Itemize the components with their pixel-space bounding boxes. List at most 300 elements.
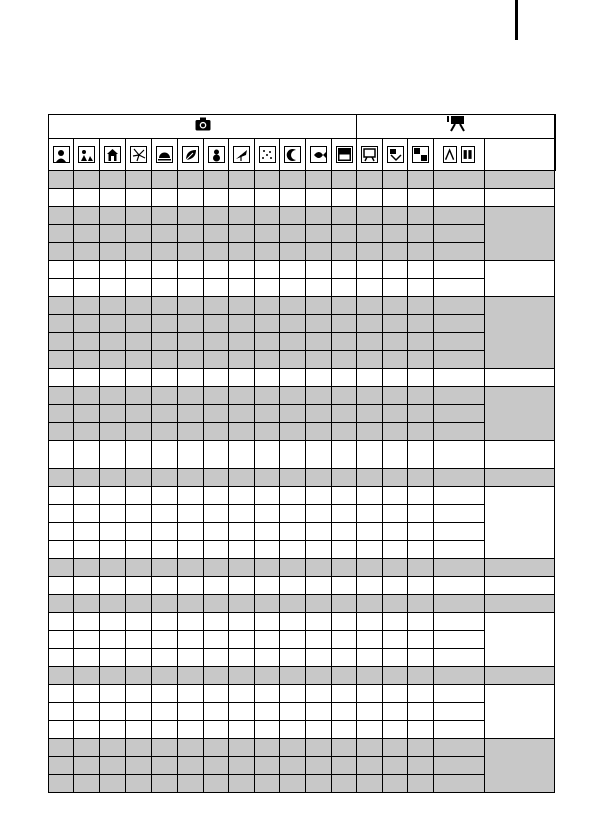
table-cell [178,505,204,523]
table-cell [178,631,204,649]
table-cell [255,423,280,441]
table-cell [383,577,408,595]
table-cell [229,505,255,523]
table-cell [49,333,74,351]
table-cell [74,387,100,405]
table-cell [204,613,229,631]
table-cell [178,595,204,613]
table-cell [204,649,229,667]
table-cell [280,649,306,667]
table-cell [357,423,383,441]
table-cell [383,559,408,577]
table-row [49,351,556,369]
table-cell [152,721,178,739]
table-cell [434,189,485,207]
table-cell [204,225,229,243]
table-cell [434,721,485,739]
mode-header-cell [306,139,332,171]
table-cell [357,523,383,541]
table-row [49,279,556,297]
page-edge-rule [515,0,518,40]
table-cell [383,441,408,469]
beach-icon [233,146,250,163]
table-cell [332,613,357,631]
table-cell [49,387,74,405]
table-cell [255,577,280,595]
table-cell [178,577,204,595]
table-cell [100,577,126,595]
table-cell [332,189,357,207]
table-cell [434,171,485,189]
table-cell [332,577,357,595]
table-row [49,207,556,225]
table-cell [49,225,74,243]
group-cell [485,595,555,613]
table-cell [100,541,126,559]
table-cell [178,387,204,405]
table-cell [178,667,204,685]
group-cell [485,207,555,261]
table-cell [204,207,229,225]
table-cell [204,523,229,541]
table-cell [100,243,126,261]
table-cell [152,207,178,225]
sunset-icon [156,146,173,163]
table-cell [100,739,126,757]
table-cell [255,225,280,243]
table-cell [434,739,485,757]
table-cell [126,667,152,685]
table-cell [280,523,306,541]
table-cell [152,405,178,423]
group-cell [485,469,555,487]
table-cell [126,315,152,333]
group-cell [485,297,555,369]
table-cell [357,613,383,631]
table-cell [306,631,332,649]
mode-header-cell [383,139,408,171]
table-cell [204,297,229,315]
table-cell [332,487,357,505]
table-cell [383,739,408,757]
table-cell [383,775,408,793]
table-cell [383,685,408,703]
table-cell [306,775,332,793]
table-cell [178,189,204,207]
table-cell [204,369,229,387]
table-cell [152,685,178,703]
table-cell [126,757,152,775]
table-cell [255,441,280,469]
table-cell [408,559,434,577]
table-cell [332,595,357,613]
table-cell [74,243,100,261]
table-cell [178,721,204,739]
table-cell [255,243,280,261]
table-cell [100,613,126,631]
table-cell [178,315,204,333]
table-cell [383,613,408,631]
table-cell [434,351,485,369]
table-row [49,487,556,505]
table-cell [204,703,229,721]
table-row [49,387,556,405]
table-cell [229,559,255,577]
table-row [49,685,556,703]
table-cell [280,721,306,739]
table-cell [100,297,126,315]
table-cell [408,441,434,469]
table-cell [332,649,357,667]
table-cell [383,541,408,559]
table-cell [49,775,74,793]
table-cell [332,667,357,685]
table-cell [306,405,332,423]
table-cell [434,315,485,333]
table-cell [306,387,332,405]
table-cell [152,333,178,351]
table-cell [280,667,306,685]
table-cell [383,721,408,739]
table-cell [357,649,383,667]
table-cell [229,613,255,631]
table-cell [280,405,306,423]
table-cell [204,685,229,703]
group-cell [485,189,555,207]
table-cell [126,559,152,577]
table-cell [126,703,152,721]
table-cell [434,577,485,595]
table-cell [332,315,357,333]
table-cell [49,469,74,487]
table-cell [383,505,408,523]
table-cell [152,441,178,469]
table-row [49,757,556,775]
table-row [49,541,556,559]
still-image-header [49,115,357,139]
table-cell [74,685,100,703]
table-cell [280,703,306,721]
table-cell [332,351,357,369]
table-cell [332,261,357,279]
table-cell [306,703,332,721]
table-cell [178,469,204,487]
table-cell [100,667,126,685]
movie-accent-icon [443,146,457,163]
table-cell [383,279,408,297]
table-cell [100,441,126,469]
table-cell [152,189,178,207]
table-cell [126,405,152,423]
table-cell [126,649,152,667]
table-row [49,225,556,243]
table-cell [280,189,306,207]
table-cell [434,631,485,649]
mode-header-cell [178,139,204,171]
table-row [49,369,556,387]
table-row [49,441,556,469]
table-cell [74,405,100,423]
table-cell [100,595,126,613]
table-cell [49,685,74,703]
table-cell [229,405,255,423]
table-cell [229,189,255,207]
table-cell [178,441,204,469]
table-cell [74,775,100,793]
group-cell [485,387,555,441]
table-cell [229,487,255,505]
table-cell [49,189,74,207]
table-cell [357,577,383,595]
table-cell [383,469,408,487]
table-cell [434,207,485,225]
table-cell [280,469,306,487]
table-cell [49,243,74,261]
table-cell [255,667,280,685]
foliage-icon [182,146,199,163]
table-cell [332,703,357,721]
table-cell [383,351,408,369]
table-cell [408,487,434,505]
table-cell [152,351,178,369]
table-cell [434,387,485,405]
table-cell [100,189,126,207]
table-cell [383,369,408,387]
table-cell [74,631,100,649]
table-cell [229,631,255,649]
table-cell [332,685,357,703]
table-cell [204,405,229,423]
table-cell [255,649,280,667]
table-cell [100,207,126,225]
table-row [49,171,556,189]
table-cell [332,505,357,523]
table-cell [229,739,255,757]
table-cell [255,757,280,775]
table-cell [229,649,255,667]
table-cell [49,523,74,541]
table-cell [100,387,126,405]
mode-header-cell [49,139,74,171]
table-cell [357,469,383,487]
table-row [49,577,556,595]
table-cell [49,505,74,523]
table-row [49,721,556,739]
table-cell [332,559,357,577]
table-cell [100,559,126,577]
table-cell [204,351,229,369]
table-cell [357,243,383,261]
table-cell [255,207,280,225]
group-cell [485,613,555,667]
table-cell [408,469,434,487]
table-cell [152,487,178,505]
table-cell [434,243,485,261]
table-cell [255,387,280,405]
table-cell [100,369,126,387]
table-cell [357,685,383,703]
table-cell [306,613,332,631]
table-cell [49,171,74,189]
group-cell [485,369,555,387]
table-cell [408,171,434,189]
table-cell [383,703,408,721]
table-cell [280,631,306,649]
table-cell [383,261,408,279]
table-cell [100,351,126,369]
movie-camera-icon [446,119,466,136]
table-cell [280,423,306,441]
table-cell [357,541,383,559]
table-row [49,739,556,757]
table-cell [332,387,357,405]
table-cell [280,757,306,775]
table-cell [357,315,383,333]
table-cell [74,613,100,631]
table-cell [408,369,434,387]
table-cell [280,505,306,523]
table-cell [357,333,383,351]
table-cell [408,523,434,541]
table-cell [306,189,332,207]
table-cell [357,559,383,577]
table-cell [280,171,306,189]
table-cell [255,333,280,351]
table-cell [49,351,74,369]
table-cell [229,279,255,297]
table-cell [152,757,178,775]
snow-icon [208,146,225,163]
table-cell [100,703,126,721]
table-cell [357,441,383,469]
table-cell [306,369,332,387]
table-cell [229,667,255,685]
table-cell [357,405,383,423]
table-cell [255,487,280,505]
table-cell [204,441,229,469]
table-cell [408,631,434,649]
table-cell [357,261,383,279]
table-cell [280,541,306,559]
table-cell [434,333,485,351]
table-cell [255,297,280,315]
table-cell [255,405,280,423]
table-cell [434,613,485,631]
table-cell [408,685,434,703]
table-row [49,613,556,631]
table-cell [126,613,152,631]
table-cell [306,595,332,613]
table-cell [74,721,100,739]
table-cell [306,721,332,739]
table-cell [434,775,485,793]
table-cell [408,505,434,523]
table-cell [178,613,204,631]
table-row [49,523,556,541]
table-cell [434,225,485,243]
table-cell [229,721,255,739]
table-row [49,423,556,441]
mode-header-cell-pair [434,139,485,171]
night-snapshot-icon [259,146,276,163]
table-cell [408,423,434,441]
table-cell [49,487,74,505]
table-cell [204,721,229,739]
table-cell [49,757,74,775]
camera-icon [195,118,211,135]
table-cell [152,369,178,387]
mode-header-cell [126,139,152,171]
table-cell [408,649,434,667]
table-cell [74,297,100,315]
table-cell [255,775,280,793]
table-cell [306,577,332,595]
table-cell [178,279,204,297]
table-cell [49,703,74,721]
table-cell [49,613,74,631]
table-cell [434,667,485,685]
table-cell [280,595,306,613]
table-cell [357,487,383,505]
table-cell [204,189,229,207]
table-cell [178,775,204,793]
table-cell [280,207,306,225]
table-cell [74,171,100,189]
table-cell [434,369,485,387]
table-cell [332,469,357,487]
table-cell [126,171,152,189]
table-cell [126,577,152,595]
table-cell [49,279,74,297]
table-cell [152,649,178,667]
table-cell [178,703,204,721]
table-cell [74,333,100,351]
table-cell [383,523,408,541]
indoor-icon [104,146,121,163]
table-cell [332,279,357,297]
table-cell [178,261,204,279]
table-cell [434,505,485,523]
table-row [49,315,556,333]
table-cell [306,423,332,441]
mode-header-cell [100,139,126,171]
table-cell [357,189,383,207]
table-cell [229,577,255,595]
table-cell [434,279,485,297]
table-row [49,189,556,207]
table-cell [255,469,280,487]
table-cell [383,171,408,189]
table-cell [306,441,332,469]
table-cell [74,261,100,279]
table-cell [49,369,74,387]
table-cell [74,541,100,559]
table-cell [152,703,178,721]
table-cell [306,315,332,333]
table-cell [332,739,357,757]
table-cell [152,171,178,189]
table-row [49,333,556,351]
table-cell [332,775,357,793]
table-cell [383,631,408,649]
table-cell [280,279,306,297]
table-cell [332,243,357,261]
table-cell [204,541,229,559]
table-cell [152,505,178,523]
table-cell [74,279,100,297]
table-row [49,775,556,793]
table-cell [178,541,204,559]
